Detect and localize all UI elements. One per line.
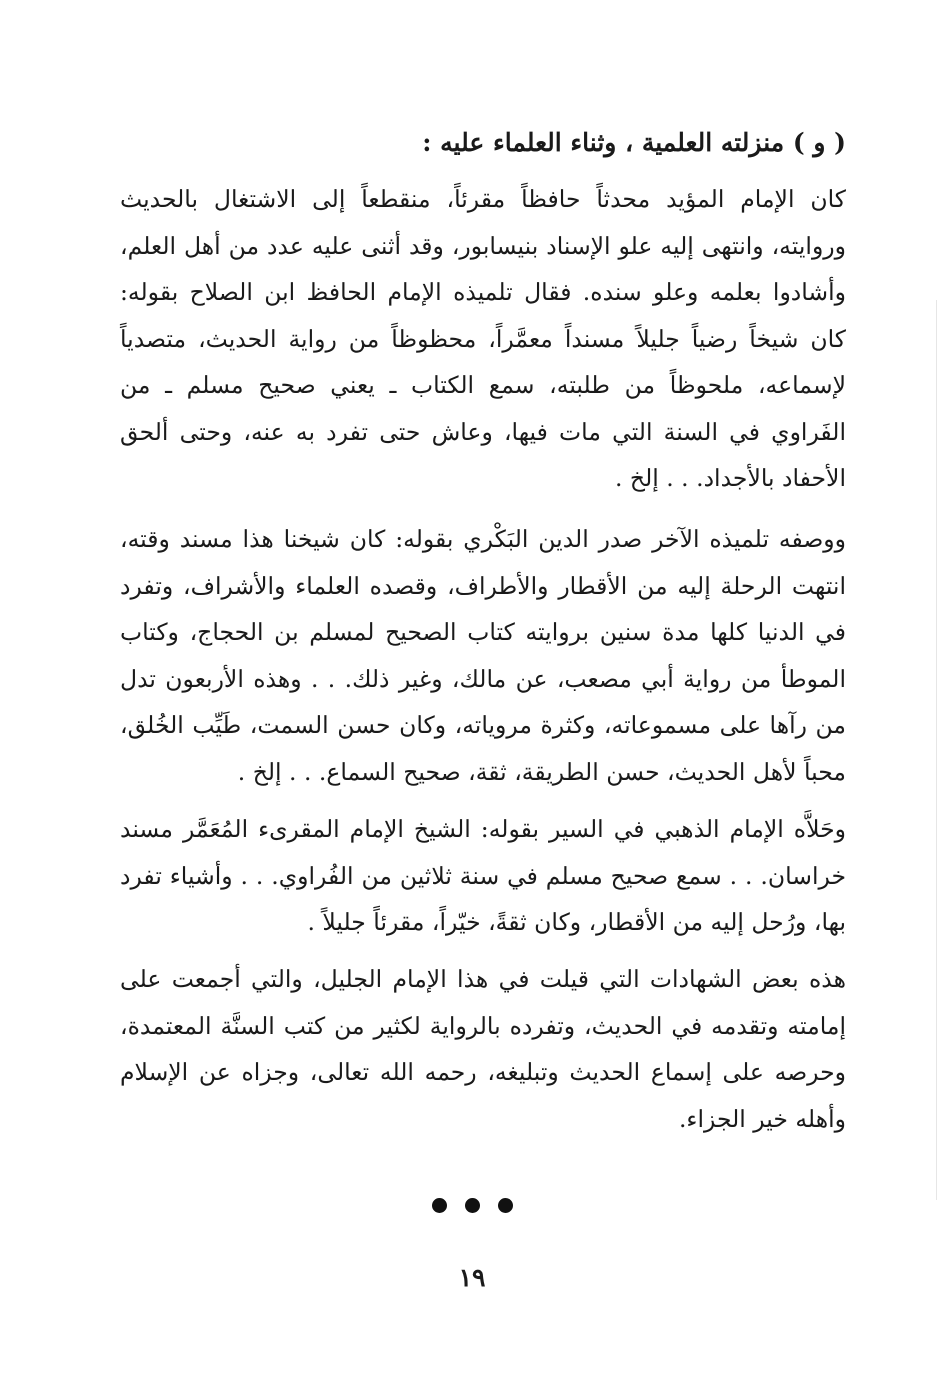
paragraph-3: وحَلاَّه الإمام الذهبي في السير بقوله: الشيخ الإمام المقرىء المُعَمَّر مسند خراسان. . . سمع صحيح مسلم في سنة ثلاثين من الفُراوي. . . وأشياء تفرد بها، ورُحل إليه من الأقطار، وكان ثقةً، خيّراً، مقرئاً جليلاً . <box>120 815 846 936</box>
paragraph-2: ووصفه تلميذه الآخر صدر الدين البَكْري بقوله: كان شيخنا هذا مسند وقته، انتهت الرحلة إليه من الأقطار والأطراف، وقصده العلماء والأشراف، وتفرد في الدنيا كلها مدة سنين بروايته كتاب الصحيح لمسلم بن الحجاج، وكتاب الموطأ من رواية أبي مصعب، عن مالك، وغير ذلك. . . وهذه الأربعون تدل من رآها على مسموعاته، وكثرة مروياته، وكان حسن السمت، طَيِّب الخُلق، محباً لأهل الحديث، حسن الطريقة، ثقة، صحيح السماع. . . إلخ . <box>120 525 846 786</box>
ornament-dot <box>432 1198 447 1213</box>
page-edge-line <box>936 300 937 1200</box>
paragraph-4: هذه بعض الشهادات التي قيلت في هذا الإمام الجليل، والتي أجمعت على إمامته وتقدمه في الحديث، وتفرده بالرواية لكثير من كتب السنَّة المعتمدة، وحرصه على إسماع الحديث وتبليغه، رحمه الله تعالى، وجزاه عن الإسلام وأهله خير الجزاء. <box>120 965 846 1133</box>
section-heading: ( و ) منزلته العلمية ، وثناء العلماء عليه : <box>422 128 846 157</box>
section-end-ornament <box>0 1198 944 1217</box>
page-number: ١٩ <box>458 1263 486 1292</box>
paragraph-1: كان الإمام المؤيد محدثاً حافظاً مقرئاً، منقطعاً إلى الاشتغال بالحديث وروايته، وانتهى إليه علو الإسناد بنيسابور، وقد أثنى عليه عدد من أهل العلم، وأشادوا بعلمه وعلو سنده. فقال تلميذه الإمام الحافظ ابن الصلاح بقوله: كان شيخاً رضياً جليلاً مسنداً معمَّراً، محظوظاً من رواية الحديث، متصدياً لإسماعه، ملحوظاً من طلبته، سمع الكتاب ـ يعني صحيح مسلم ـ من الفَراوي في السنة التي مات فيها، وعاش حتى تفرد به عنه، وحتى ألحق الأحفاد بالأجداد. . . إلخ . <box>120 185 846 492</box>
ornament-dot <box>498 1198 513 1213</box>
ornament-dot <box>465 1198 480 1213</box>
